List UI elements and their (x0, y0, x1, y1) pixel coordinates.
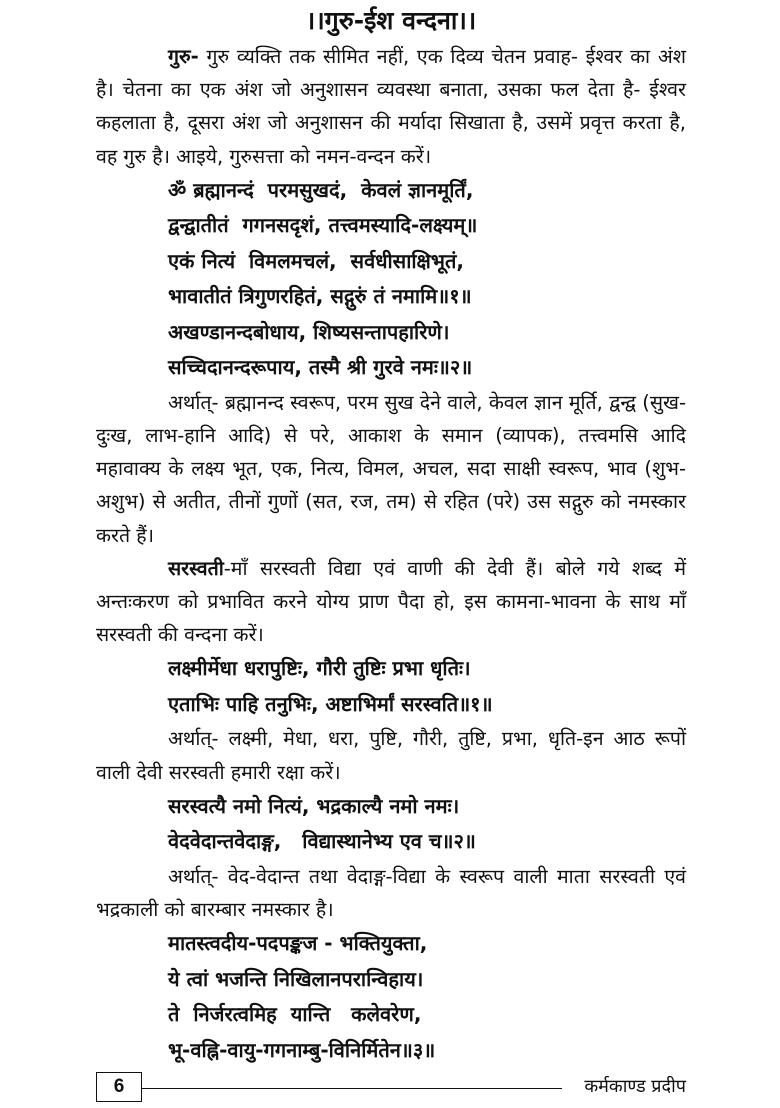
guru-shloka (96, 173, 686, 386)
shloka-line: सरस्वत्यै नमो नित्यं, भद्रकाल्यै नमो नमः। (168, 793, 460, 818)
shloka-line: वेदवेदान्तवेदाङ्ग, विद्यास्थानेभ्य एव च॥२॥ (168, 829, 476, 854)
saraswati-term: सरस्वती (168, 556, 224, 580)
page-title: ।।गुरु-ईश वन्दना।। (305, 6, 477, 35)
saraswati-paragraph (96, 552, 686, 652)
footer-rule (142, 1088, 562, 1089)
shloka-line: एताभिः पाहि तनुभिः, अष्टाभिर्मां सरस्वति॥१॥ (168, 691, 493, 716)
shloka-line: ते निर्जरत्वमिह यान्ति कलेवरेण, (168, 1002, 422, 1027)
shloka-line: द्वन्द्वातीतं गगनसदृशं, तत्त्वमस्यादि-लक्ष्यम्॥ (168, 213, 478, 238)
guru-term: गुरु- (168, 45, 199, 68)
book-title: कर्मकाण्ड प्रदीप (584, 1076, 686, 1097)
guru-text: गुरु व्यक्ति तक सीमित नहीं, एक दिव्य चेतन प्रवाह- ईश्वर का अंश है। चेतना का एक अंश जो अनुशासन व्यवस्था बनाता, उसका फल देता है- ईश्वर कहलाता है, दूसरा अंश जो अनुशासन की मर्यादा सिखाता है, उसमें प्रवृत्त करता है, वह गुरु है। आइये, गुरुसत्ता को नमन-वन्दन करें। (96, 45, 686, 168)
shloka-line: ॐ ब्रह्मानन्दं परमसुखदं, केवलं ज्ञानमूर्तिं, (168, 177, 474, 202)
shloka-line: ये त्वां भजन्ति निखिलानपरान्विहाय। (168, 966, 424, 991)
shloka-line: मातस्त्वदीय-पदपङ्कज - भक्तियुक्ता, (168, 931, 428, 956)
saraswati-text: -माँ सरस्वती विद्या एवं वाणी की देवी हैं। बोले गये शब्द में अन्तःकरण को प्रभावित करने योग्य प्राण पैदा हो, इस कामना-भावना के साथ माँ सरस्वती की वन्दना करें। (96, 556, 686, 647)
shloka-line: एकं नित्यं विमलमचलं, सर्वधीसाक्षिभूतं, (168, 248, 464, 273)
shloka-line: अखण्डानन्दबोधाय, शिष्यसन्तापहारिणे। (168, 319, 450, 344)
shloka-line: भू-वह्नि-वायु-गगनाम्बु-विनिर्मितेन॥३॥ (168, 1037, 436, 1062)
shloka-line: लक्ष्मीर्मेधा धरापुष्टिः, गौरी तुष्टिः प्रभा धृतिः। (168, 656, 471, 681)
saraswati-meaning-2: अर्थात्- वेद-वेदान्त तथा वेदाङ्ग-विद्या के स्वरूप वाली माता सरस्वती एवं भद्रकाली को बारम्बार नमस्कार है। (96, 864, 686, 922)
page-content (96, 4, 686, 1068)
page-number: 6 (96, 1072, 142, 1102)
guru-paragraph (96, 40, 686, 173)
page-footer (96, 1070, 686, 1102)
shloka-line: भावातीतं त्रिगुणरहितं, सद्गुरुं तं नमामि॥१॥ (168, 284, 472, 309)
guru-meaning: अर्थात्- ब्रह्मानन्द स्वरूप, परम सुख देने वाले, केवल ज्ञान मूर्ति, द्वन्द्व (सुख-दुःख, लाभ-हानि आदि) से परे, आकाश के समान (व्यापक), तत्त्वमसि आदि महावाक्य के लक्ष्य भूत, एक, नित्य, विमल, अचल, सदा साक्षी स्वरूप, भाव (शुभ-अशुभ) से अतीत, तीनों गुणों (सत, रज, तम) से रहित (परे) उस सद्गुरु को नमस्कार करते हैं। (96, 390, 686, 547)
shloka-line: सच्चिदानन्दरूपाय, तस्मै श्री गुरवे नमः॥२॥ (168, 355, 473, 380)
saraswati-meaning-1: अर्थात्- लक्ष्मी, मेधा, धरा, पुष्टि, गौरी, तुष्टि, प्रभा, धृति-इन आठ रूपों वाली देवी सरस्वती हमारी रक्षा करें। (96, 727, 686, 784)
